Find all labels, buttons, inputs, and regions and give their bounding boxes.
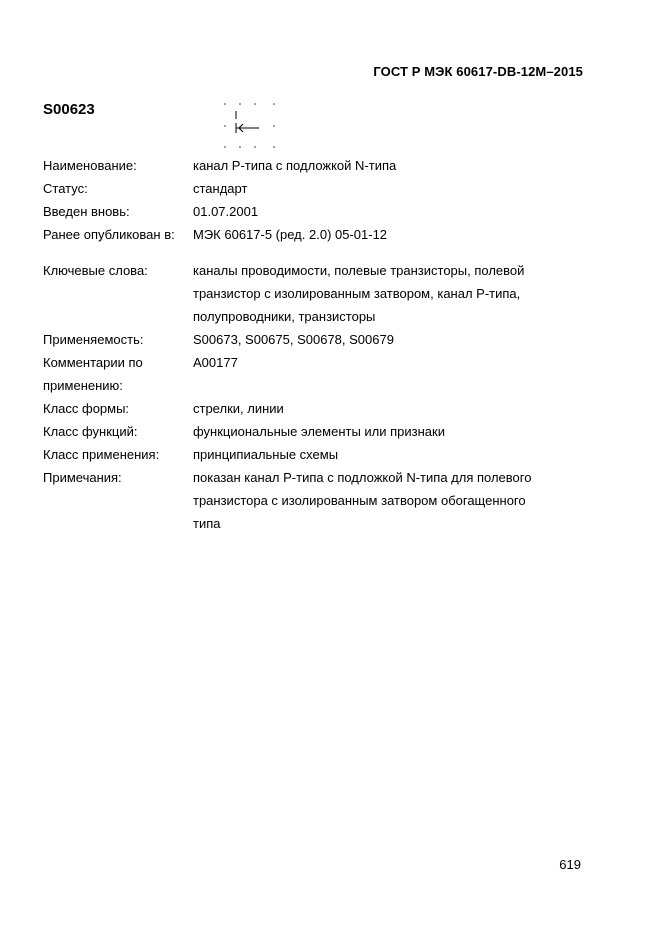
field-value: A00177 [193,355,238,370]
field-name [43,154,603,177]
field-keywords [43,259,603,328]
field-value: стандарт [193,181,248,196]
standard-header: ГОСТ Р МЭК 60617-DB-12M–2015 [373,64,583,79]
field-value: канал P-типа с подложкой N-типа [193,158,397,173]
field-value: показан канал P-типа с подложкой N-типа для полевого транзистора с изолированным затвором обогащенного типа [193,470,532,531]
field-label: Наименование: [43,158,137,173]
field-label: Комментарии по применению: [43,355,143,393]
field-label: Примечания: [43,470,122,485]
field-notes [43,466,603,535]
symbol-code: S00623 [43,101,95,118]
field-label: Класс функций: [43,424,138,439]
field-value: S00673, S00675, S00678, S00679 [193,332,394,347]
symbol-figure [222,101,278,151]
field-value: 01.07.2001 [193,204,259,219]
field-value: каналы проводимости, полевые транзисторы, полевой транзистор с изолированным затвором, канал P-типа, полупроводники, транзисторы [193,263,525,324]
field-label: Ключевые слова: [43,263,148,278]
field-function-class [43,420,603,443]
field-introduced [43,200,603,223]
field-form-class [43,397,603,420]
field-value: стрелки, линии [193,401,284,416]
field-label: Введен вновь: [43,204,130,219]
field-value: принципиальные схемы [193,447,339,462]
field-application-class [43,443,603,466]
field-comments [43,351,603,397]
field-applicability [43,328,603,351]
field-label: Применяемость: [43,332,144,347]
field-value: функциональные элементы или признаки [193,424,445,439]
field-label: Класс применения: [43,447,160,462]
field-published [43,223,603,246]
field-status [43,177,603,200]
field-value: МЭК 60617-5 (ред. 2.0) 05-01-12 [193,227,388,242]
field-label: Класс формы: [43,401,130,416]
field-list [43,154,603,535]
page-number: 619 [559,857,581,872]
field-label: Ранее опубликован в: [43,227,175,242]
spacer [43,246,603,259]
field-label: Статус: [43,181,88,196]
